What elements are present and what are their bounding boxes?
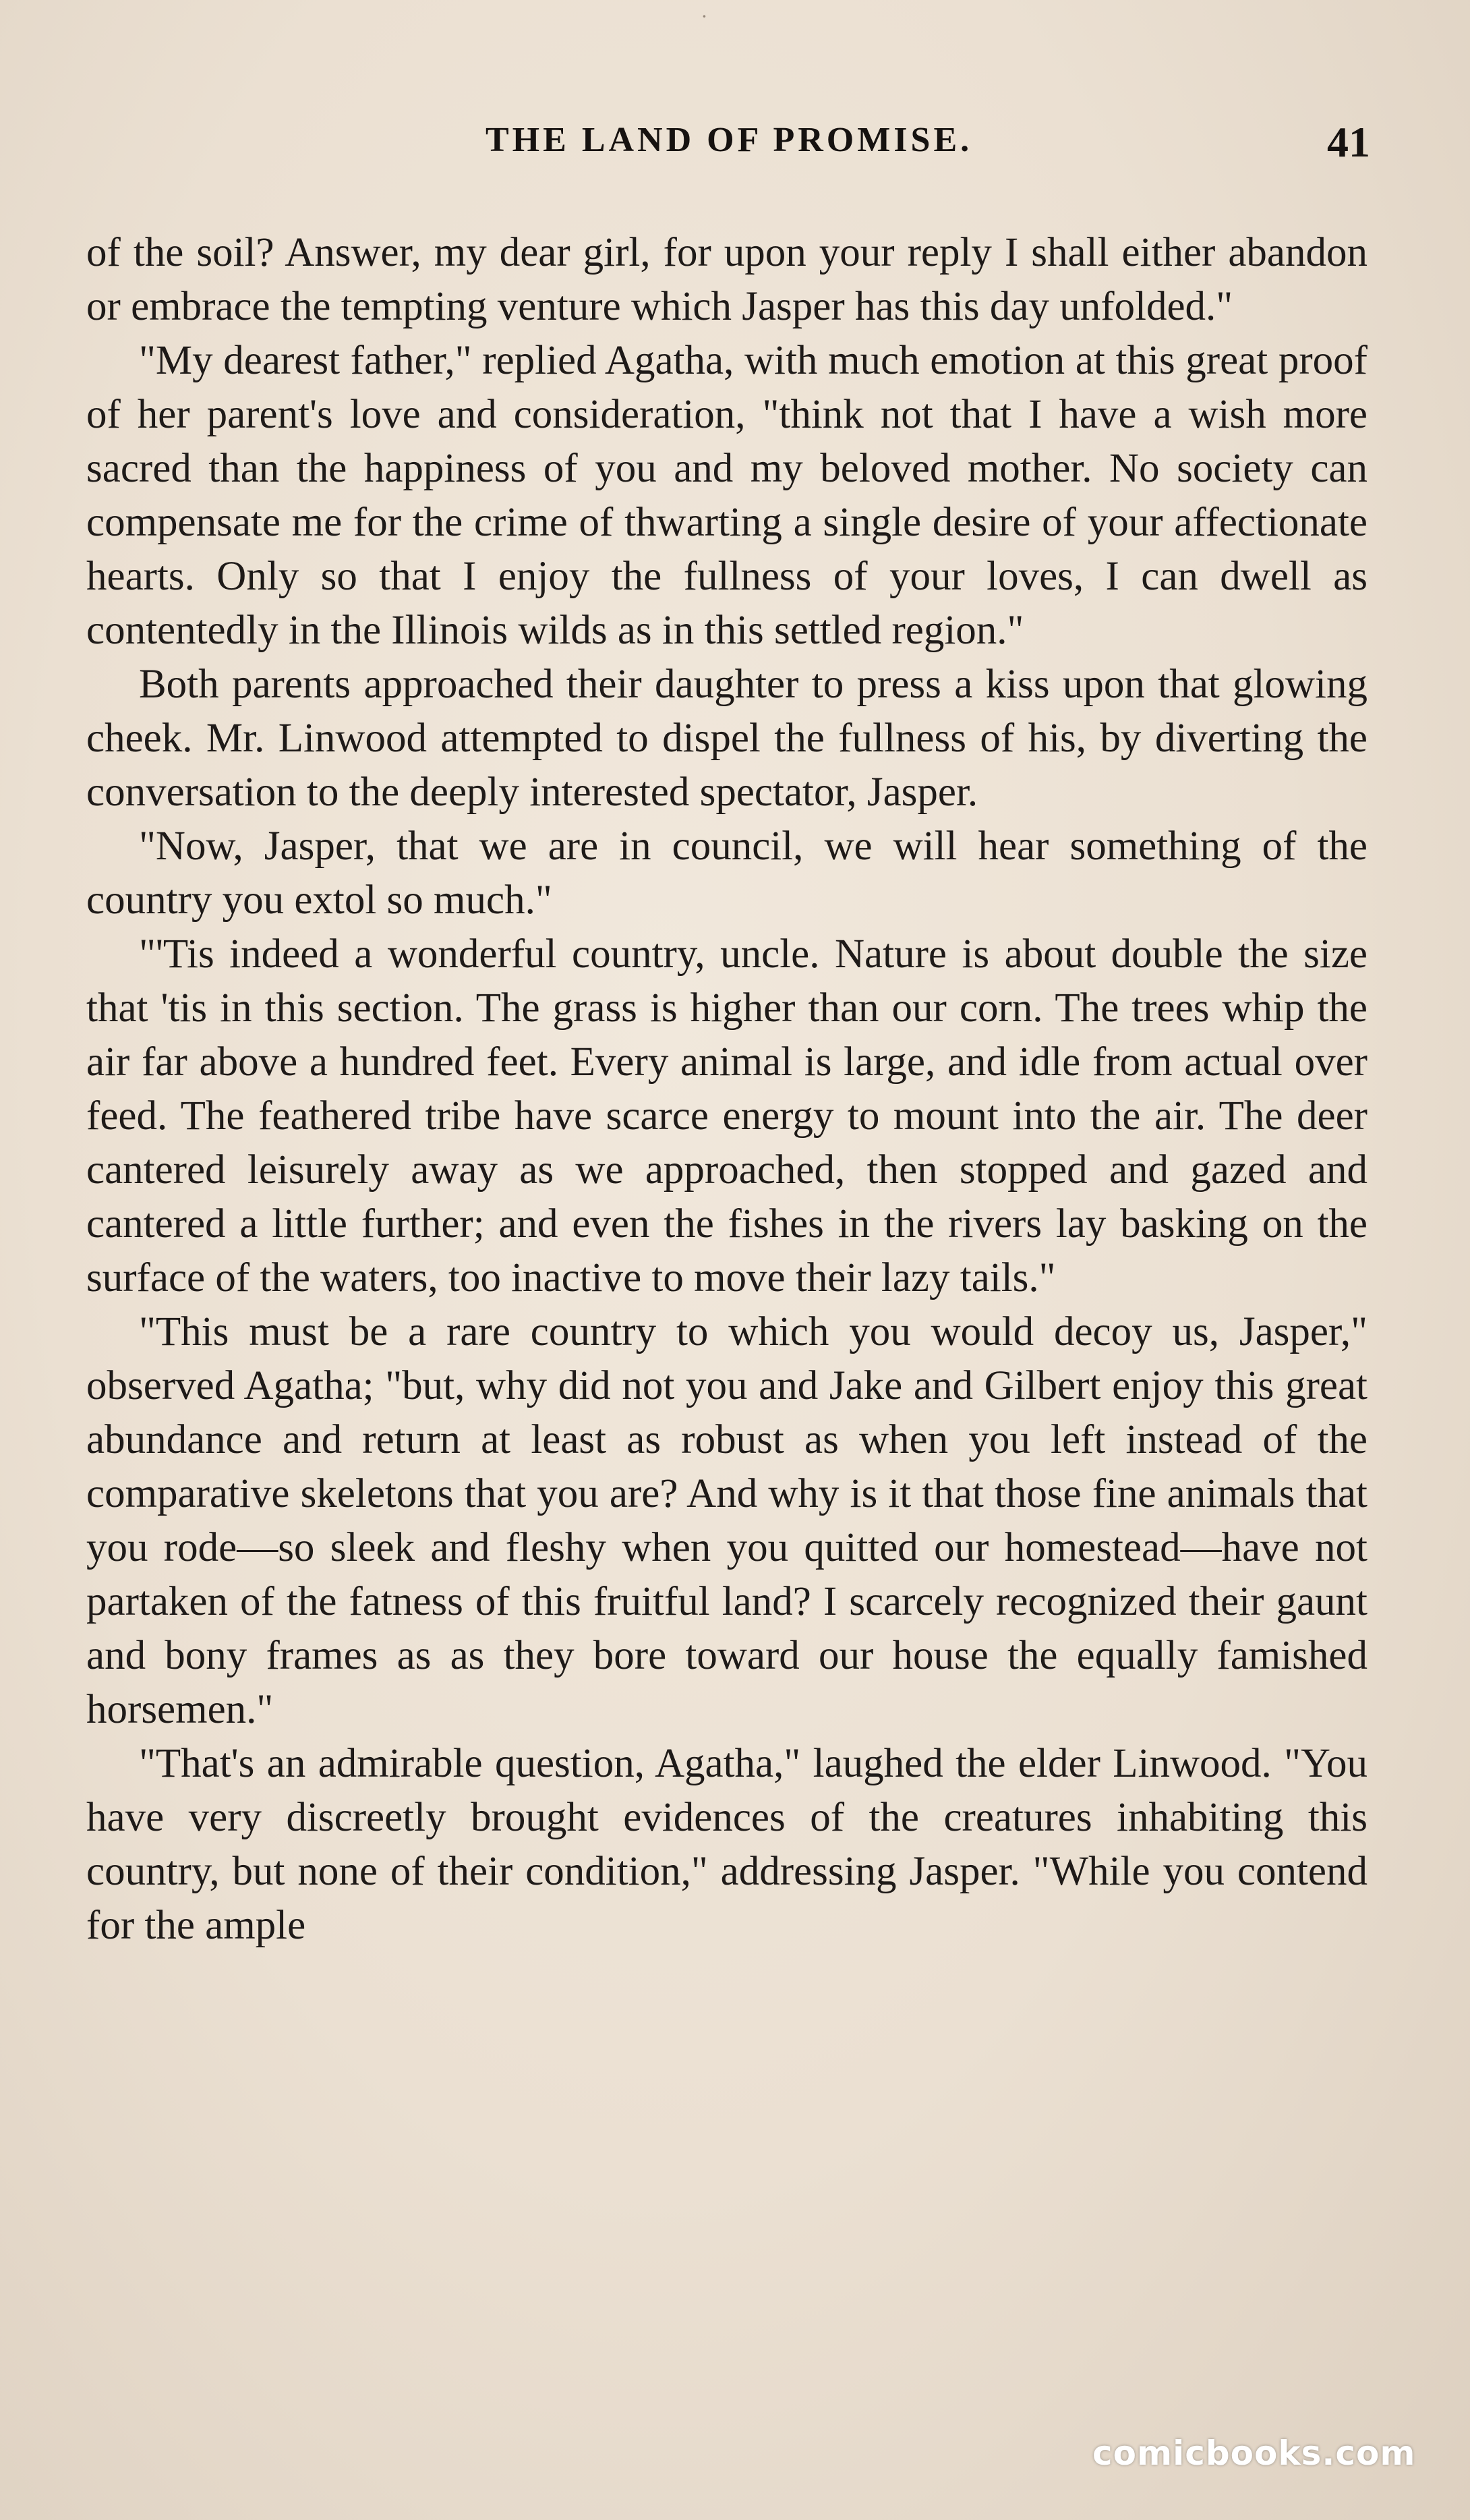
page-number: 41 — [1327, 118, 1370, 166]
paragraph: "This must be a rare country to which you would decoy us, Jasper," observed Agatha; "but, why did not you and Jake and Gilbert enjoy this great abundance and return at least as robust as when you left instead of the comparative skeletons that you are? And why is it that those fine animals that you rode—so sleek and fleshy when you quitted our homestead—have not partaken of the fatness of this fruitful land? I scarcely recognized their gaunt and bony frames as as they bore toward our house the equally famished horsemen." — [86, 1309, 1368, 1732]
running-head — [0, 120, 1470, 174]
paragraph: "That's an admirable question, Agatha," laughed the elder Linwood. "You have very discreetly brought evidences of the creatures inhabiting this country, but none of their condition," addressing Jasper. "While you contend for the ample — [86, 1741, 1368, 1948]
body-text — [86, 226, 1368, 1953]
print-mark: · — [701, 5, 707, 28]
watermark-text: comicbooks.com — [1092, 2434, 1416, 2473]
paragraph: "My dearest father," replied Agatha, with much emotion at this great proof of her parent's love and consideration, "think not that I have a wish more sacred than the happiness of you and my beloved mother. No society can compensate me for the crime of thwarting a single desire of your affectionate hearts. Only so that I enjoy the fullness of your loves, I can dwell as contentedly in the Illinois wilds as in this settled region." — [86, 338, 1368, 653]
paragraph: Both parents approached their daughter to press a kiss upon that glowing cheek. Mr. Linwood attempted to dispel the fullness of his, by diverting the conversation to the deeply interested spectator, Jasper. — [86, 662, 1368, 815]
running-head-title: THE LAND OF PROMISE. — [486, 121, 973, 159]
paragraph: "'Tis indeed a wonderful country, uncle. Nature is about double the size that 'tis in this section. The grass is higher than our corn. The trees whip the air far above a hundred feet. Every animal is large, and idle from actual over feed. The feathered tribe have scarce energy to mount into the air. The deer cantered leisurely away as we approached, then stopped and gazed and cantered a little further; and even the fishes in the rivers lay basking on the surface of the waters, too inactive to move their lazy tails." — [86, 932, 1368, 1300]
paragraph: "Now, Jasper, that we are in council, we will hear something of the country you extol so much." — [86, 824, 1368, 923]
paragraph: of the soil? Answer, my dear girl, for upon your reply I shall either abandon or embrace the tempting venture which Jasper has this day unfolded." — [86, 230, 1368, 329]
